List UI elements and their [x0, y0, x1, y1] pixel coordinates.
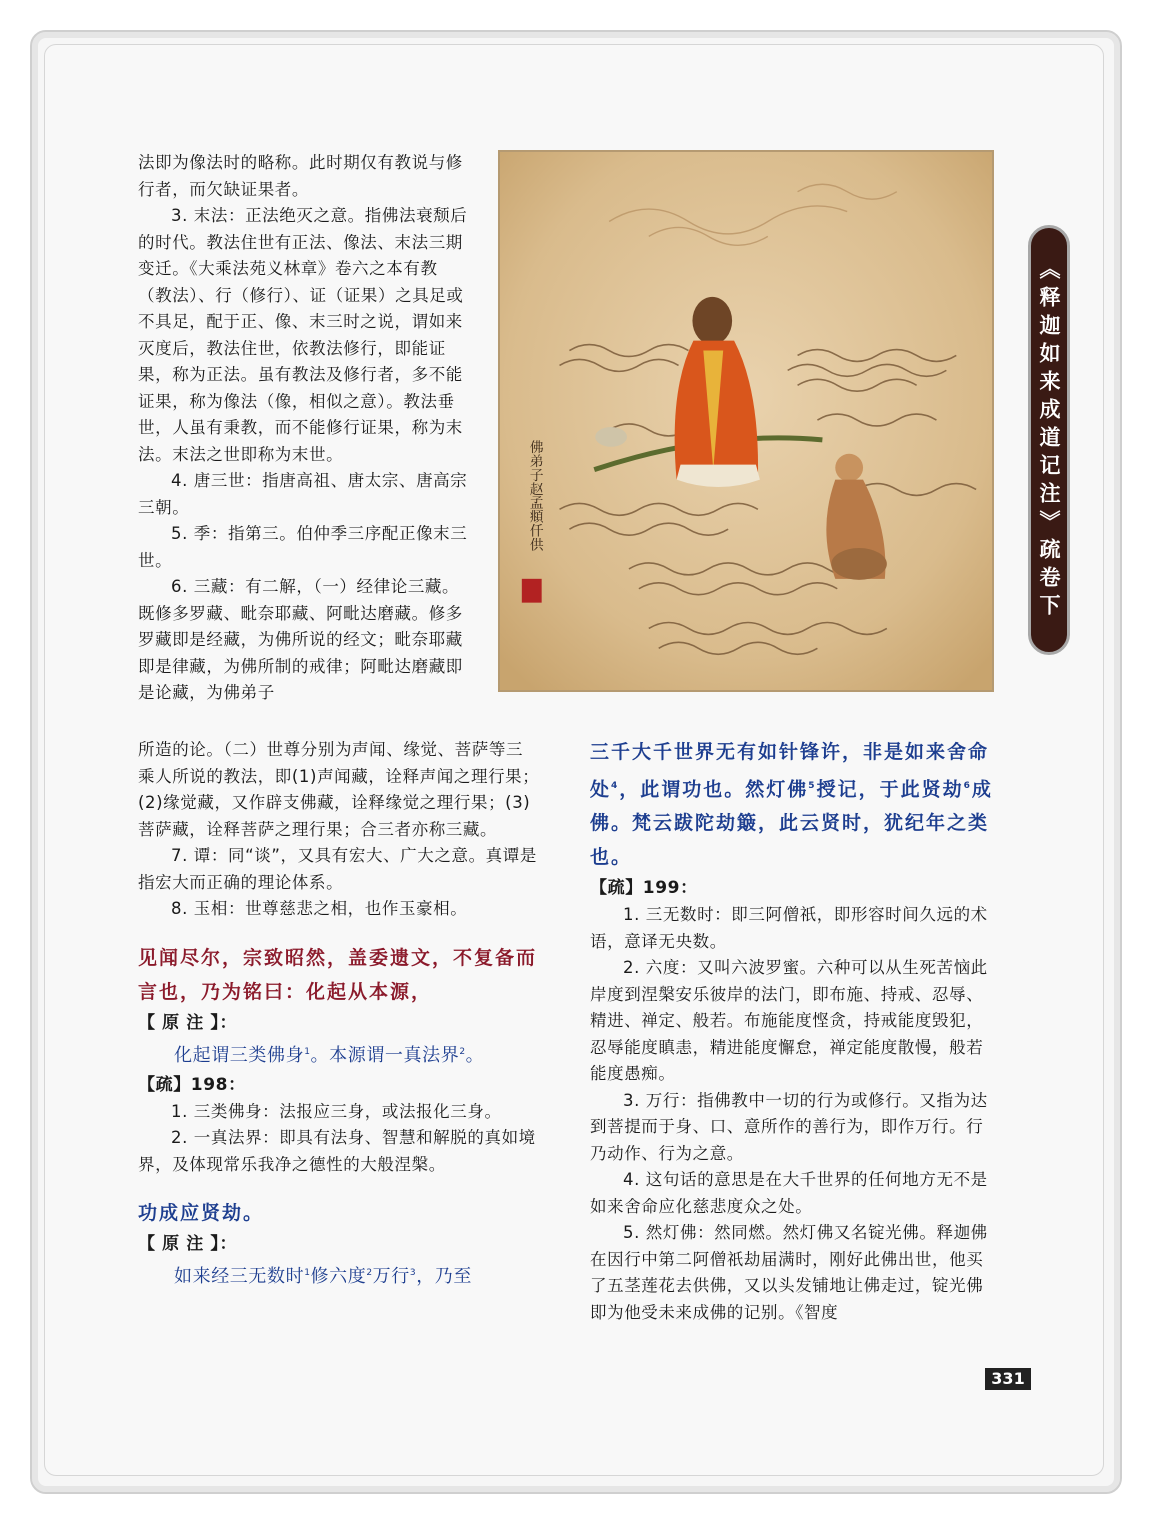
page-number: 331: [985, 1368, 1031, 1390]
shu199-note3: 3. 万行：指佛教中一切的行为或修行。又指为达到菩提而于身、口、意所作的善行为，即作万行。行乃动作、行为之意。: [590, 1090, 988, 1163]
shu198-note2: 2. 一真法界：即具有法身、智慧和解脱的真如境界，及体现常乐我净之德性的大般涅槃。: [138, 1128, 536, 1174]
yuanzhu-199-cont: 三千大千世界无有如针锋许，非是如来舍命处$^4$，此谓功也。然灯佛$^5$授记，于此贤劫$^6$成佛。梵云跋陀劫簸，此云贤时，犹纪年之类也。: [590, 741, 993, 869]
chapter-side-tab-label: 《释迦如来成道记注》疏卷下: [1037, 258, 1061, 622]
paragraph-xiangfa-end: 法即为像法时的略称。此时期仅有教说与修行者，而欠缺证果者。: [138, 153, 463, 199]
note-sanzang: 6. 三藏：有二解，（一）经律论三藏。既修多罗藏、毗奈耶藏、阿毗达磨藏。修多罗藏即是经藏，为佛所说的经文；毗奈耶藏即是律藏，为佛所制的戒律；阿毗达磨藏即是论藏，为佛弟子: [138, 577, 463, 702]
note-tang-sanshi: 4. 唐三世：指唐高祖、唐太宗、唐高宗三朝。: [138, 471, 468, 517]
note-sanzang-cont: 所造的论。（二）世尊分别为声闻、缘觉、菩萨等三乘人所说的教法，即(1)声闻藏，诠释声闻之理行果；(2)缘觉藏，又作辟支佛藏，诠释缘觉之理行果；(3)菩萨藏，诠释菩萨之理行果；合三者亦称三藏。: [138, 740, 540, 839]
chapter-side-tab: [1028, 225, 1070, 655]
painting-inscription: 佛弟子赵孟頫仟供: [526, 439, 543, 552]
shu199-note5: 5. 然灯佛：然同燃。然灯佛又名锭光佛。释迦佛在因行中第二阿僧祇劫届满时，刚好此佛出世，他买了五茎莲花去供佛，又以头发铺地让佛走过，锭光佛即为他受未来成佛的记别。《智度: [590, 1223, 988, 1322]
verse-inscription: 见闻尽尔，宗致昭然，盖委遗文，不复备而言也，乃为铭曰：化起从本源，: [138, 946, 538, 1003]
label-yuanzhu-2: 【 原 注 】：: [138, 1234, 238, 1254]
note-ji: 5. 季：指第三。伯仲季三序配正像末三世。: [138, 524, 468, 570]
red-seal-stamp: [522, 579, 542, 603]
yuanzhu-199-start: 如来经三无数时$^1$修六度$^2$万行$^3$，乃至: [174, 1266, 473, 1287]
left-column-bottom: [138, 737, 540, 1292]
verse-gongcheng: 功成应贤劫。: [138, 1202, 265, 1224]
yuanzhu-198: 化起谓三类佛身$^1$。本源谓一真法界$^2$。: [174, 1044, 485, 1066]
shu199-note4: 4. 这句话的意思是在大千世界的任何地方无不是如来舍命应化慈悲度众之处。: [590, 1170, 988, 1216]
label-shu-198: 【疏】198：: [138, 1074, 246, 1095]
shu199-note1: 1. 三无数时：即三阿僧祇，即形容时间久远的术语，意译无央数。: [590, 905, 988, 951]
left-column-top: [138, 150, 468, 707]
label-yuanzhu: 【 原 注 】：: [138, 1012, 238, 1033]
note-mofa: 3. 末法：正法绝灭之意。指佛法衰颓后的时代。教法住世有正法、像法、末法三期变迁。《大乘法苑义林章》卷六之本有教（教法）、行（修行）、证（证果）之具足或不具足，配于正、像、末三时之说，谓如来灭度后，教法住世，依教法修行，即能证果，称为正法。虽有教法及修行者，多不能证果，称为像法（像，相似之意）。教法垂世，人虽有秉教，而不能修行证果，称为末法。末法之世即称为末世。: [138, 206, 468, 464]
note-yuxiang: 8. 玉相：世尊慈悲之相，也作玉豪相。: [171, 899, 468, 918]
shu199-note2: 2. 六度：又叫六波罗蜜。六种可以从生死苦恼此岸度到涅槃安乐彼岸的法门，即布施、持戒、忍辱、精进、禅定、般若。布施能度悭贪，持戒能度毁犯，忍辱能度瞋恚，精进能度懈怠，禅定能度散慢，般若能度愚痴。: [590, 958, 988, 1084]
label-shu-199: 【疏】199：: [590, 878, 698, 899]
reed-flower: [595, 427, 627, 447]
note-tan: 7. 谭：同“谈”，又具有宏大、广大之意。真谭是指宏大而正确的理论体系。: [138, 846, 537, 892]
painting-illustration: [498, 150, 994, 692]
right-column: [590, 735, 994, 1326]
shu198-note1: 1. 三类佛身：法报应三身，或法报化三身。: [171, 1101, 502, 1121]
